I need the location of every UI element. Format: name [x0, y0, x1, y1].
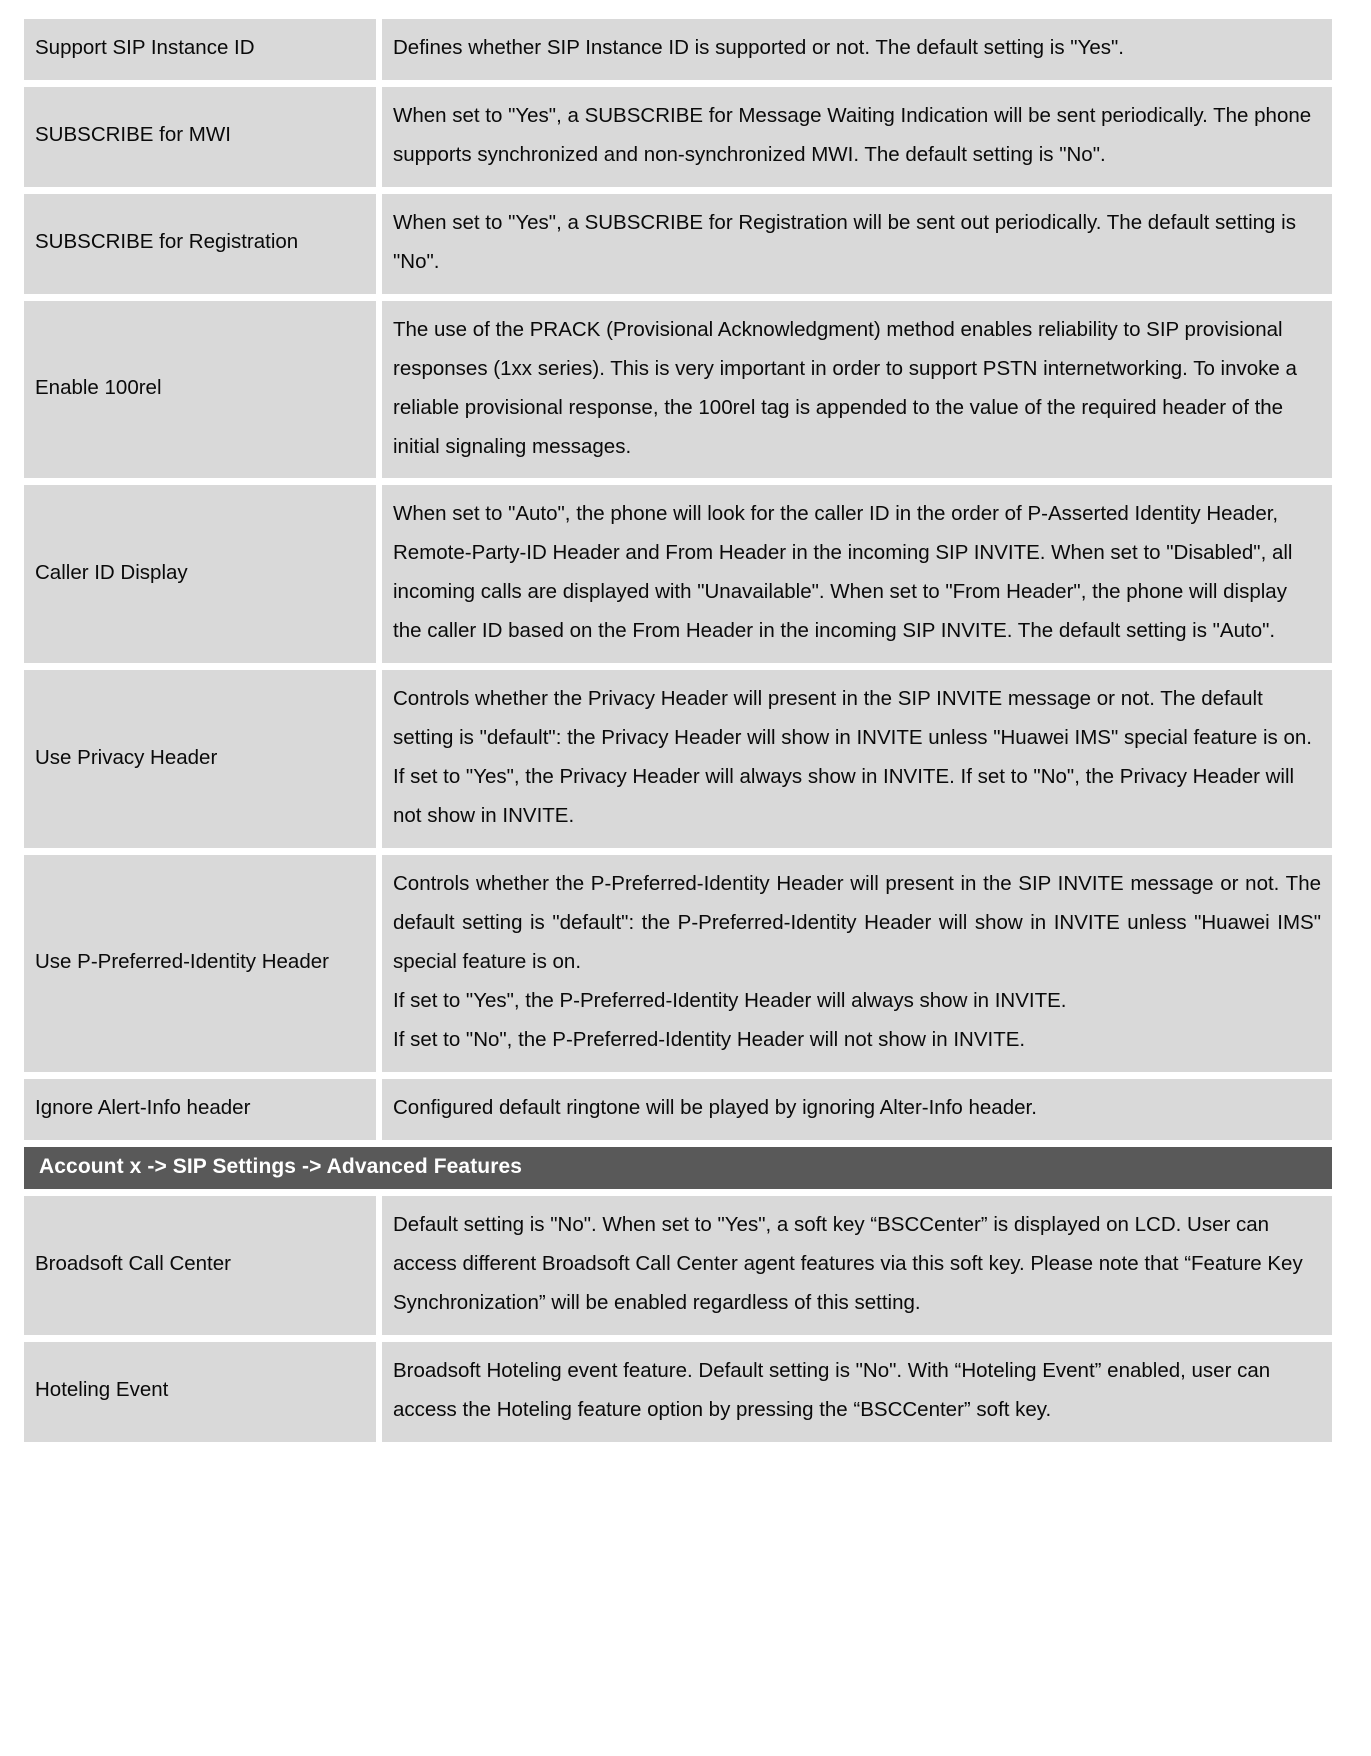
parameter-description-cell: [382, 19, 1332, 80]
description-paragraph: Defines whether SIP Instance ID is supported or not. The default setting is "Yes".: [393, 36, 1124, 59]
table-row: [24, 19, 1332, 80]
description-paragraph: Broadsoft Hoteling event feature. Default setting is "No". With “Hoteling Event” enabled, user can access the Hoteling feature option by pressing the “BSCCenter” soft key.: [393, 1358, 1271, 1421]
parameter-name-cell: Use P-Preferred-Identity Header: [24, 855, 376, 1072]
description-paragraph: Controls whether the Privacy Header will present in the SIP INVITE message or not. The default setting is "default": the Privacy Header will show in INVITE unless "Huawei IMS" special feature is on. If set to "Yes", the Privacy Header will always show in INVITE. If set to "No", the Privacy Header will not show in INVITE.: [393, 687, 1312, 827]
description-paragraph: The use of the PRACK (Provisional Acknowledgment) method enables reliability to SIP provisional responses (1xx series). This is very important in order to support PSTN internetworking. To invoke a reliable provisional response, the 100rel tag is appended to the value of the required header of the initial signaling messages.: [393, 317, 1297, 458]
section-header-row: [24, 1147, 1332, 1189]
parameter-description-cell: [382, 1342, 1332, 1442]
parameter-name-cell: SUBSCRIBE for MWI: [24, 87, 376, 187]
table-row: [24, 1342, 1332, 1442]
description-paragraph: When set to "Yes", a SUBSCRIBE for Registration will be sent out periodically. The default setting is "No".: [393, 210, 1296, 273]
parameter-name-cell: Enable 100rel: [24, 301, 376, 479]
table-row: [24, 855, 1332, 1072]
section-header-cell: [24, 1147, 1332, 1189]
table-row: [24, 670, 1332, 848]
parameter-name-cell: Ignore Alert-Info header: [24, 1079, 376, 1140]
parameter-name-cell: SUBSCRIBE for Registration: [24, 194, 376, 294]
table-row: [24, 1196, 1332, 1335]
section-header-title: Account x -> SIP Settings -> Advanced Features: [39, 1154, 523, 1178]
parameter-description-cell: [382, 1079, 1332, 1140]
description-paragraph: Configured default ringtone will be played by ignoring Alter-Info header.: [393, 1095, 1037, 1119]
parameter-description-cell: [382, 194, 1332, 294]
parameter-description-cell: [382, 485, 1332, 663]
parameter-description-cell: [382, 1196, 1332, 1335]
sip-settings-table: [18, 12, 1338, 1449]
parameter-name-cell: Hoteling Event: [24, 1342, 376, 1442]
table-row: [24, 87, 1332, 187]
parameter-description-cell: [382, 855, 1332, 1072]
table-row: [24, 301, 1332, 479]
parameter-name-cell: Support SIP Instance ID: [24, 19, 376, 80]
description-paragraph: When set to "Auto", the phone will look for the caller ID in the order of P-Asserted Identity Header, Remote-Party-ID Header and From Header in the incoming SIP INVITE. When set to "Disabled", all incoming calls are displayed with "Unavailable". When set to "From Header", the phone will display the caller ID based on the From Header in the incoming SIP INVITE. The default setting is "Auto".: [393, 502, 1293, 643]
table-row: [24, 194, 1332, 294]
parameter-description-cell: [382, 670, 1332, 848]
description-paragraph: Controls whether the P-Preferred-Identity Header will present in the SIP INVITE message or not. The default setting is "default": the P-Preferred-Identity Header will show in INVITE unless "Huawei IMS" special feature is on.: [393, 871, 1321, 973]
table-row: [24, 485, 1332, 663]
table-body: [24, 19, 1332, 1442]
table-row: [24, 1079, 1332, 1140]
parameter-name-cell: Broadsoft Call Center: [24, 1196, 376, 1335]
description-paragraph: When set to "Yes", a SUBSCRIBE for Message Waiting Indication will be sent periodically. The phone supports synchronized and non-synchronized MWI. The default setting is "No".: [393, 103, 1312, 166]
parameter-description-cell: [382, 301, 1332, 479]
parameter-name-cell: Caller ID Display: [24, 485, 376, 663]
parameter-name-cell: Use Privacy Header: [24, 670, 376, 848]
description-paragraph: If set to "No", the P-Preferred-Identity Header will not show in INVITE.: [393, 1027, 1026, 1051]
description-paragraph: Default setting is "No". When set to "Yes", a soft key “BSCCenter” is displayed on LCD. User can access different Broadsoft Call Center agent features via this soft key. Please note that “Feature Key Synchronization” will be enabled regardless of this setting.: [393, 1212, 1303, 1314]
parameter-description-cell: [382, 87, 1332, 187]
description-paragraph: If set to "Yes", the P-Preferred-Identity Header will always show in INVITE.: [393, 988, 1067, 1012]
